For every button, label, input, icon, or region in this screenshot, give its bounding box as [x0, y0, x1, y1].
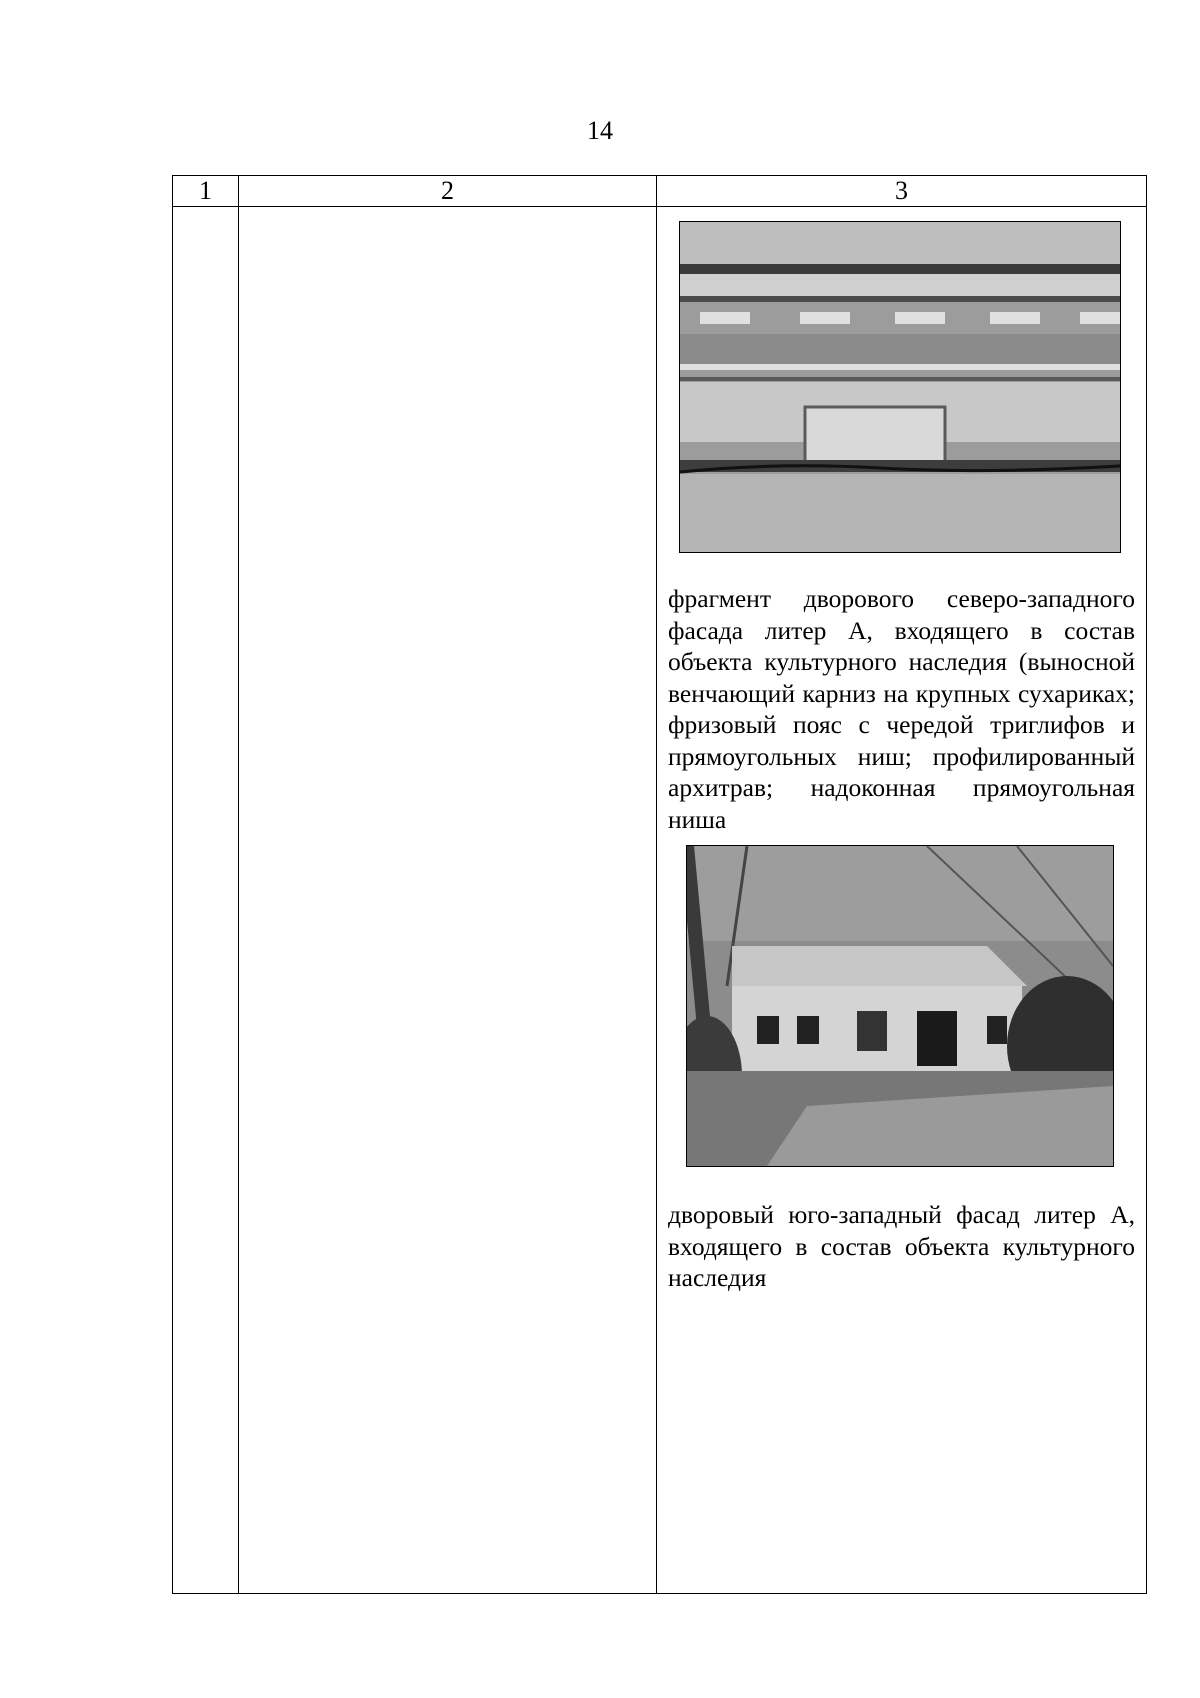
- page-number: 14: [587, 116, 613, 145]
- cell-col-1: [173, 207, 239, 1594]
- table-row: [173, 207, 1147, 1594]
- photo-caption-2: дворовый юго-западный фасад литер А, входящего в состав объекта культурного наследия: [668, 1200, 1135, 1292]
- photo-caption-1: фрагмент дворового северо-западного фасада литер А, входящего в состав объекта культурного наследия (выносной венчающий карниз на крупных сухариках; фризовый пояс с чередой триглифов и прямоугольных ниш; профилированный архитрав; надоконная прямоугольная ниша: [668, 584, 1135, 834]
- cornice-fragment-photo: [679, 221, 1121, 553]
- header-cell-2: 2: [239, 176, 657, 207]
- building-facade-photo: [686, 845, 1114, 1167]
- cell-col-2: [239, 207, 657, 1594]
- header-cell-3: 3: [657, 176, 1147, 207]
- table-header-row: [173, 176, 1147, 207]
- header-cell-1: 1: [173, 176, 239, 207]
- document-table: [172, 175, 1147, 1594]
- cell-col-3: [657, 207, 1147, 1594]
